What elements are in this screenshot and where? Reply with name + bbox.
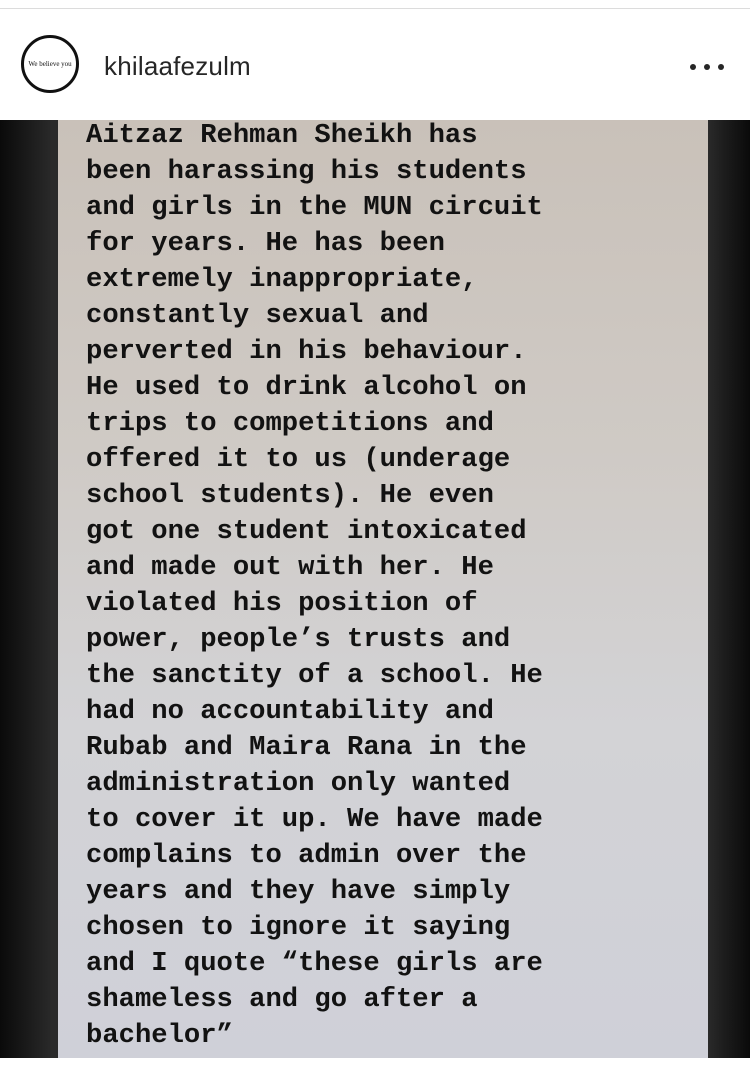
dot-icon [690, 64, 696, 70]
story-line: the sanctity of a school. He [86, 660, 543, 691]
avatar[interactable] [21, 35, 79, 93]
story-line: administration only wanted [86, 768, 511, 799]
dot-icon [718, 64, 724, 70]
story-line: and girls in the MUN circuit [86, 192, 543, 223]
story-line: been harassing his students [86, 156, 527, 187]
story-line: bachelor” [86, 1020, 233, 1051]
avatar-text: We believe you [28, 60, 72, 68]
story-line: offered it to us (underage [86, 444, 511, 475]
story-line: school students). He even [86, 480, 494, 511]
story-line: extremely inappropriate, [86, 264, 478, 295]
story-line: power, people’s trusts and [86, 624, 511, 655]
story-line: to cover it up. We have made [86, 804, 543, 835]
story-line: trips to competitions and [86, 408, 494, 439]
post-footer [0, 1058, 750, 1078]
story-line: perverted in his behaviour. [86, 336, 527, 367]
story-line: chosen to ignore it saying [86, 912, 511, 943]
story-line: constantly sexual and [86, 300, 429, 331]
story-line: had no accountability and [86, 696, 494, 727]
story-line: violated his position of [86, 588, 478, 619]
post-header [0, 9, 750, 120]
status-divider [0, 0, 750, 9]
story-line: years and they have simply [86, 876, 511, 907]
story-line: shameless and go after a [86, 984, 478, 1015]
story-line: He used to drink alcohol on [86, 372, 527, 403]
story-line: and I quote “these girls are [86, 948, 543, 979]
username[interactable]: khilaafezulm [104, 51, 251, 81]
story-line: for years. He has been [86, 228, 445, 259]
story-text [86, 118, 686, 1054]
more-options-icon[interactable] [690, 61, 724, 73]
story-line: got one student intoxicated [86, 516, 527, 547]
story-line: Aitzaz Rehman Sheikh has [86, 120, 478, 151]
story-line: and made out with her. He [86, 552, 494, 583]
story-line: complains to admin over the [86, 840, 527, 871]
dot-icon [704, 64, 710, 70]
story-line: Rubab and Maira Rana in the [86, 732, 527, 763]
